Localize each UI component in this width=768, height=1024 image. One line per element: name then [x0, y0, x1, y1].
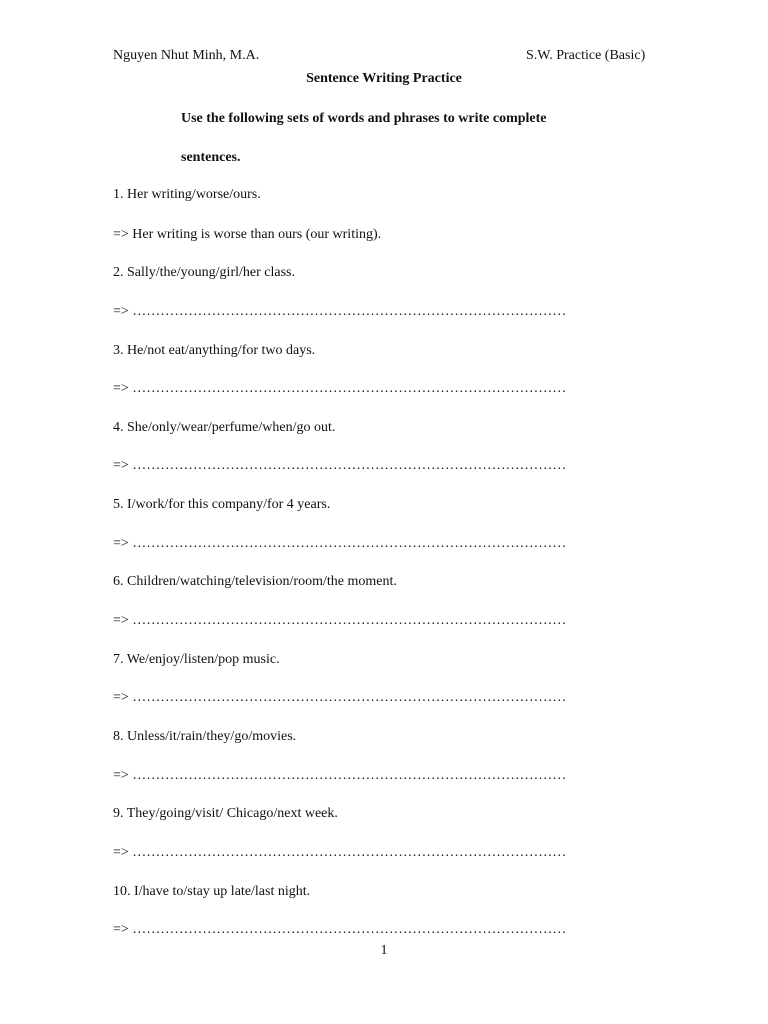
answer-blank[interactable]: => ………………………………………………………………………………… — [113, 768, 567, 783]
answer-blank[interactable]: => ………………………………………………………………………………… — [113, 458, 567, 473]
item-prompt: 6. Children/watching/television/room/the moment. — [113, 574, 397, 589]
item-prompt: 9. They/going/visit/ Chicago/next week. — [113, 806, 338, 821]
item-prompt: 1. Her writing/worse/ours. — [113, 187, 261, 202]
item-prompt: 8. Unless/it/rain/they/go/movies. — [113, 729, 297, 744]
instructions-line-2: sentences. — [181, 150, 241, 165]
instructions-line-1: Use the following sets of words and phrases to write complete — [181, 111, 547, 126]
item-prompt: 4. She/only/wear/perfume/when/go out. — [113, 420, 336, 435]
answer-blank[interactable]: => ………………………………………………………………………………… — [113, 690, 567, 705]
item-answer: => Her writing is worse than ours (our writing). — [113, 227, 382, 242]
item-prompt: 3. He/not eat/anything/for two days. — [113, 343, 316, 358]
page-number: 1 — [380, 943, 388, 958]
item-prompt: 5. I/work/for this company/for 4 years. — [113, 497, 331, 512]
header-author: Nguyen Nhut Minh, M.A. — [113, 48, 260, 63]
header-course: S.W. Practice (Basic) — [526, 48, 646, 63]
answer-blank[interactable]: => ………………………………………………………………………………… — [113, 381, 567, 396]
answer-blank[interactable]: => ………………………………………………………………………………… — [113, 613, 567, 628]
answer-blank[interactable]: => ………………………………………………………………………………… — [113, 304, 567, 319]
item-prompt: 10. I/have to/stay up late/last night. — [113, 884, 311, 899]
answer-blank[interactable]: => ………………………………………………………………………………… — [113, 922, 567, 937]
item-prompt: 2. Sally/the/young/girl/her class. — [113, 265, 295, 280]
answer-blank[interactable]: => ………………………………………………………………………………… — [113, 536, 567, 551]
answer-blank[interactable]: => ………………………………………………………………………………… — [113, 845, 567, 860]
page-title: Sentence Writing Practice — [306, 71, 462, 86]
item-prompt: 7. We/enjoy/listen/pop music. — [113, 652, 280, 667]
